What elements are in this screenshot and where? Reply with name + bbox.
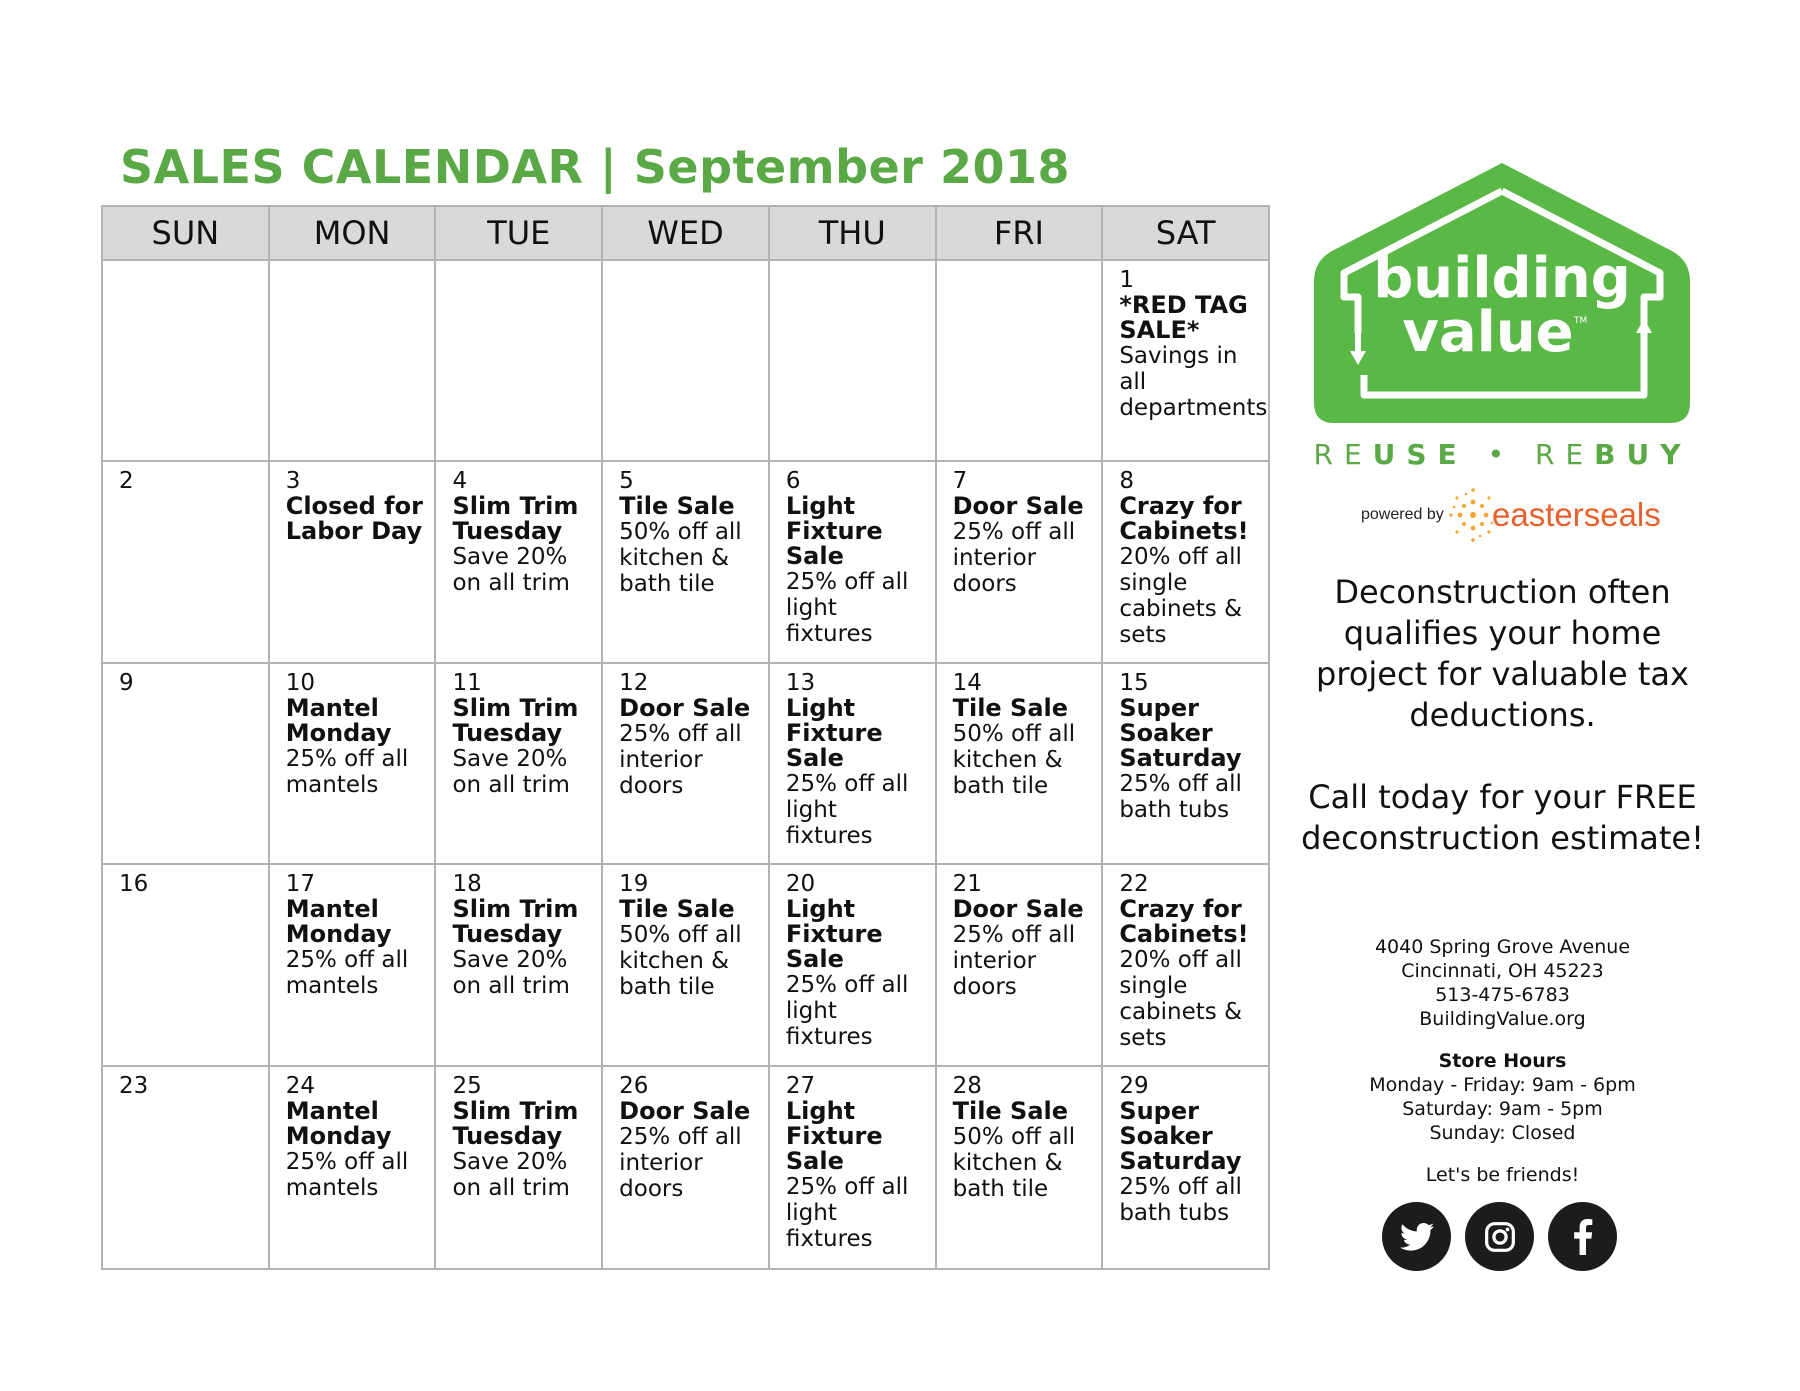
- calendar-weeks: [103, 261, 1268, 1268]
- sale-title: Tile Sale: [952, 1096, 1069, 1125]
- page-title: SALES CALENDAR | September 2018: [120, 140, 1070, 194]
- day-cell-17: [270, 865, 437, 1064]
- hours-saturday: Saturday: 9am - 5pm: [1402, 1098, 1603, 1120]
- logo-trademark: TM: [1574, 316, 1588, 326]
- day-number: 24: [285, 1072, 315, 1099]
- sale-title: Slim Trim Tuesday: [452, 1096, 579, 1150]
- day-cell-16: [103, 865, 270, 1064]
- day-cell-22: [1103, 865, 1268, 1064]
- social-label: Let's be friends!: [1425, 1164, 1580, 1186]
- day-number: 7: [952, 468, 968, 495]
- day-cell-20: [770, 865, 937, 1064]
- tagline-use: USE: [1372, 438, 1468, 471]
- sale-title: *RED TAG SALE*: [1119, 291, 1248, 344]
- sale-title: Door Sale: [619, 1096, 751, 1125]
- day-number: 1: [1119, 267, 1134, 293]
- day-number: 11: [452, 669, 482, 696]
- empty-day-cell: [603, 261, 770, 460]
- day-cell-6: [770, 462, 937, 661]
- day-number: 29: [1119, 1072, 1149, 1099]
- day-cell-13: [770, 664, 937, 863]
- day-number: 13: [785, 669, 816, 696]
- city-state-zip: Cincinnati, OH 45223: [1401, 960, 1604, 982]
- empty-day-cell: [436, 261, 603, 460]
- sale-description: 20% off all single cabinets & sets: [1119, 544, 1243, 649]
- day-cell-5: [603, 462, 770, 661]
- sale-description: 25% off all mantels: [285, 947, 409, 1000]
- day-cell-19: [603, 865, 770, 1064]
- day-cell-27: [770, 1067, 937, 1268]
- twitter-icon[interactable]: [1382, 1202, 1451, 1271]
- day-number: 28: [952, 1072, 982, 1099]
- sale-title: Crazy for Cabinets!: [1119, 492, 1249, 546]
- sale-title: Light Fixture Sale: [785, 1096, 883, 1175]
- day-cell-14: [937, 664, 1104, 863]
- day-number: 10: [285, 669, 315, 696]
- sale-description: 50% off all kitchen & bath tile: [952, 720, 1076, 799]
- day-number: 14: [952, 669, 982, 696]
- week-row: [103, 462, 1268, 663]
- sale-description: 20% off all single cabinets & sets: [1119, 947, 1243, 1052]
- weekday-sun: SUN: [103, 207, 270, 259]
- empty-day-cell: [937, 261, 1104, 460]
- sale-description: 25% off all mantels: [285, 1148, 409, 1201]
- day-cell-12: [603, 664, 770, 863]
- empty-day-cell: [270, 261, 437, 460]
- sales-calendar: [101, 205, 1270, 1270]
- day-number: 23: [119, 1072, 149, 1099]
- empty-day-cell: [770, 261, 937, 460]
- sale-title: Slim Trim Tuesday: [452, 895, 579, 949]
- sale-description: 25% off all mantels: [285, 745, 409, 798]
- sale-description: 25% off all bath tubs: [1119, 1173, 1242, 1226]
- weekday-wed: WED: [603, 207, 770, 259]
- powered-by-label: powered by: [1361, 506, 1444, 523]
- day-cell-4: [436, 462, 603, 661]
- day-number: 22: [1119, 871, 1149, 898]
- weekday-tue: TUE: [436, 207, 603, 259]
- sale-description: 50% off all kitchen & bath tile: [619, 922, 742, 1001]
- tagline: [1300, 438, 1705, 471]
- sale-title: Tile Sale: [619, 492, 735, 521]
- day-number: 6: [785, 468, 801, 495]
- day-cell-15: [1103, 664, 1268, 863]
- sale-description: 25% off all light fixtures: [785, 770, 909, 849]
- day-cell-21: [937, 865, 1104, 1064]
- sale-title: Super Soaker Saturday: [1119, 693, 1242, 772]
- week-row: [103, 865, 1268, 1066]
- week-row: [103, 261, 1268, 462]
- contact-info: [1300, 935, 1705, 1187]
- phone-number[interactable]: 513-475-6783: [1435, 984, 1570, 1006]
- weekday-mon: MON: [270, 207, 437, 259]
- pitch-tax-deductions: Deconstruction often qualifies your home project for valuable tax deductions.: [1316, 573, 1689, 734]
- sale-description: 50% off all kitchen & bath tile: [952, 1123, 1076, 1202]
- logo-word-value: value: [1402, 300, 1574, 365]
- day-cell-18: [436, 865, 603, 1064]
- day-cell-9: [103, 664, 270, 863]
- week-row: [103, 664, 1268, 865]
- sale-description: Save 20% on all trim: [452, 745, 570, 798]
- website-link[interactable]: BuildingValue.org: [1419, 1008, 1586, 1030]
- sale-description: 25% off all interior doors: [619, 1123, 742, 1202]
- sale-title: Tile Sale: [619, 895, 735, 924]
- sale-title: Light Fixture Sale: [785, 693, 883, 772]
- weekday-header: [103, 207, 1268, 261]
- powered-by: [1358, 480, 1698, 550]
- weekday-sat: SAT: [1155, 214, 1216, 252]
- day-number: 5: [619, 468, 634, 495]
- sale-description: Save 20% on all trim: [452, 544, 570, 597]
- sale-description: 25% off all bath tubs: [1119, 770, 1242, 823]
- sale-title: Tile Sale: [952, 693, 1069, 722]
- easterseals-burst-icon: [1448, 480, 1498, 550]
- social-links: [1382, 1202, 1632, 1271]
- tagline-re2: RE: [1535, 438, 1595, 471]
- sale-description: Save 20% on all trim: [452, 1148, 570, 1201]
- sale-title: Closed for Labor Day: [285, 492, 423, 546]
- day-cell-8: [1103, 462, 1268, 661]
- sale-description: 25% off all light fixtures: [785, 972, 909, 1051]
- tagline-separator: •: [1467, 438, 1535, 471]
- day-cell-10: [270, 664, 437, 863]
- logo-word-building: building: [1373, 246, 1631, 311]
- sale-description: Save 20% on all trim: [452, 947, 570, 1000]
- sale-title: Super Soaker Saturday: [1119, 1096, 1242, 1175]
- facebook-icon[interactable]: [1548, 1202, 1617, 1271]
- day-number: 25: [452, 1072, 482, 1099]
- week-row: [103, 1067, 1268, 1268]
- day-number: 21: [952, 871, 982, 898]
- sale-title: Mantel Monday: [285, 895, 392, 949]
- tagline-buy: BUY: [1594, 438, 1692, 471]
- sale-title: Door Sale: [952, 895, 1084, 924]
- sale-description: 25% off all interior doors: [952, 519, 1076, 598]
- sale-description: 25% off all interior doors: [952, 922, 1076, 1001]
- day-cell-29: [1103, 1067, 1268, 1268]
- sale-description: 25% off all interior doors: [619, 720, 742, 799]
- sale-title: Door Sale: [952, 492, 1084, 521]
- day-cell-25: [436, 1067, 603, 1268]
- day-cell-23: [103, 1067, 270, 1268]
- empty-day-cell: [103, 261, 270, 460]
- day-number: 15: [1119, 669, 1149, 696]
- sale-title: Light Fixture Sale: [785, 895, 883, 974]
- sale-title: Slim Trim Tuesday: [452, 492, 579, 546]
- day-cell-28: [937, 1067, 1104, 1268]
- instagram-icon[interactable]: [1465, 1202, 1534, 1271]
- day-number: 2: [119, 468, 134, 495]
- day-number: 20: [785, 871, 816, 898]
- sale-title: Door Sale: [619, 693, 751, 722]
- day-cell-11: [436, 664, 603, 863]
- day-number: 18: [452, 871, 482, 898]
- sale-title: Mantel Monday: [285, 693, 392, 747]
- day-number: 9: [119, 669, 134, 696]
- sale-title: Light Fixture Sale: [785, 492, 883, 571]
- day-number: 27: [785, 1072, 816, 1099]
- store-hours-title: Store Hours: [1438, 1050, 1567, 1072]
- sale-description: 50% off all kitchen & bath tile: [619, 519, 742, 598]
- sale-description: 25% off all light fixtures: [785, 1173, 909, 1252]
- day-number: 8: [1119, 468, 1134, 495]
- day-number: 4: [452, 468, 468, 495]
- day-number: 3: [285, 468, 301, 495]
- easterseals-wordmark: easterseals: [1492, 496, 1661, 533]
- day-cell-7: [937, 462, 1104, 661]
- hours-sunday: Sunday: Closed: [1429, 1122, 1576, 1144]
- day-cell-3: [270, 462, 437, 661]
- day-cell-1: [1103, 261, 1268, 460]
- address: 4040 Spring Grove Avenue: [1374, 936, 1631, 958]
- day-number: 12: [619, 669, 649, 696]
- day-number: 26: [619, 1072, 649, 1099]
- building-value-logo: [1312, 155, 1692, 435]
- sale-title: Mantel Monday: [285, 1096, 392, 1150]
- pitch-free-estimate: Call today for your FREE deconstruction estimate!: [1301, 778, 1704, 857]
- deconstruction-pitch: [1300, 572, 1705, 859]
- sale-title: Slim Trim Tuesday: [452, 693, 579, 747]
- weekday-thu: THU: [770, 207, 937, 259]
- sale-description: Savings in all departments: [1119, 343, 1268, 421]
- day-number: 19: [619, 871, 649, 898]
- weekday-fri: FRI: [937, 207, 1104, 259]
- day-number: 16: [119, 871, 149, 898]
- house-logo-icon: [1312, 155, 1692, 425]
- tagline-re: RE: [1313, 438, 1373, 471]
- day-number: 17: [285, 871, 315, 898]
- day-cell-24: [270, 1067, 437, 1268]
- day-cell-26: [603, 1067, 770, 1268]
- day-cell-2: [103, 462, 270, 661]
- sale-title: Crazy for Cabinets!: [1119, 895, 1249, 949]
- sale-description: 25% off all light fixtures: [785, 569, 909, 648]
- hours-weekday: Monday - Friday: 9am - 6pm: [1369, 1074, 1636, 1096]
